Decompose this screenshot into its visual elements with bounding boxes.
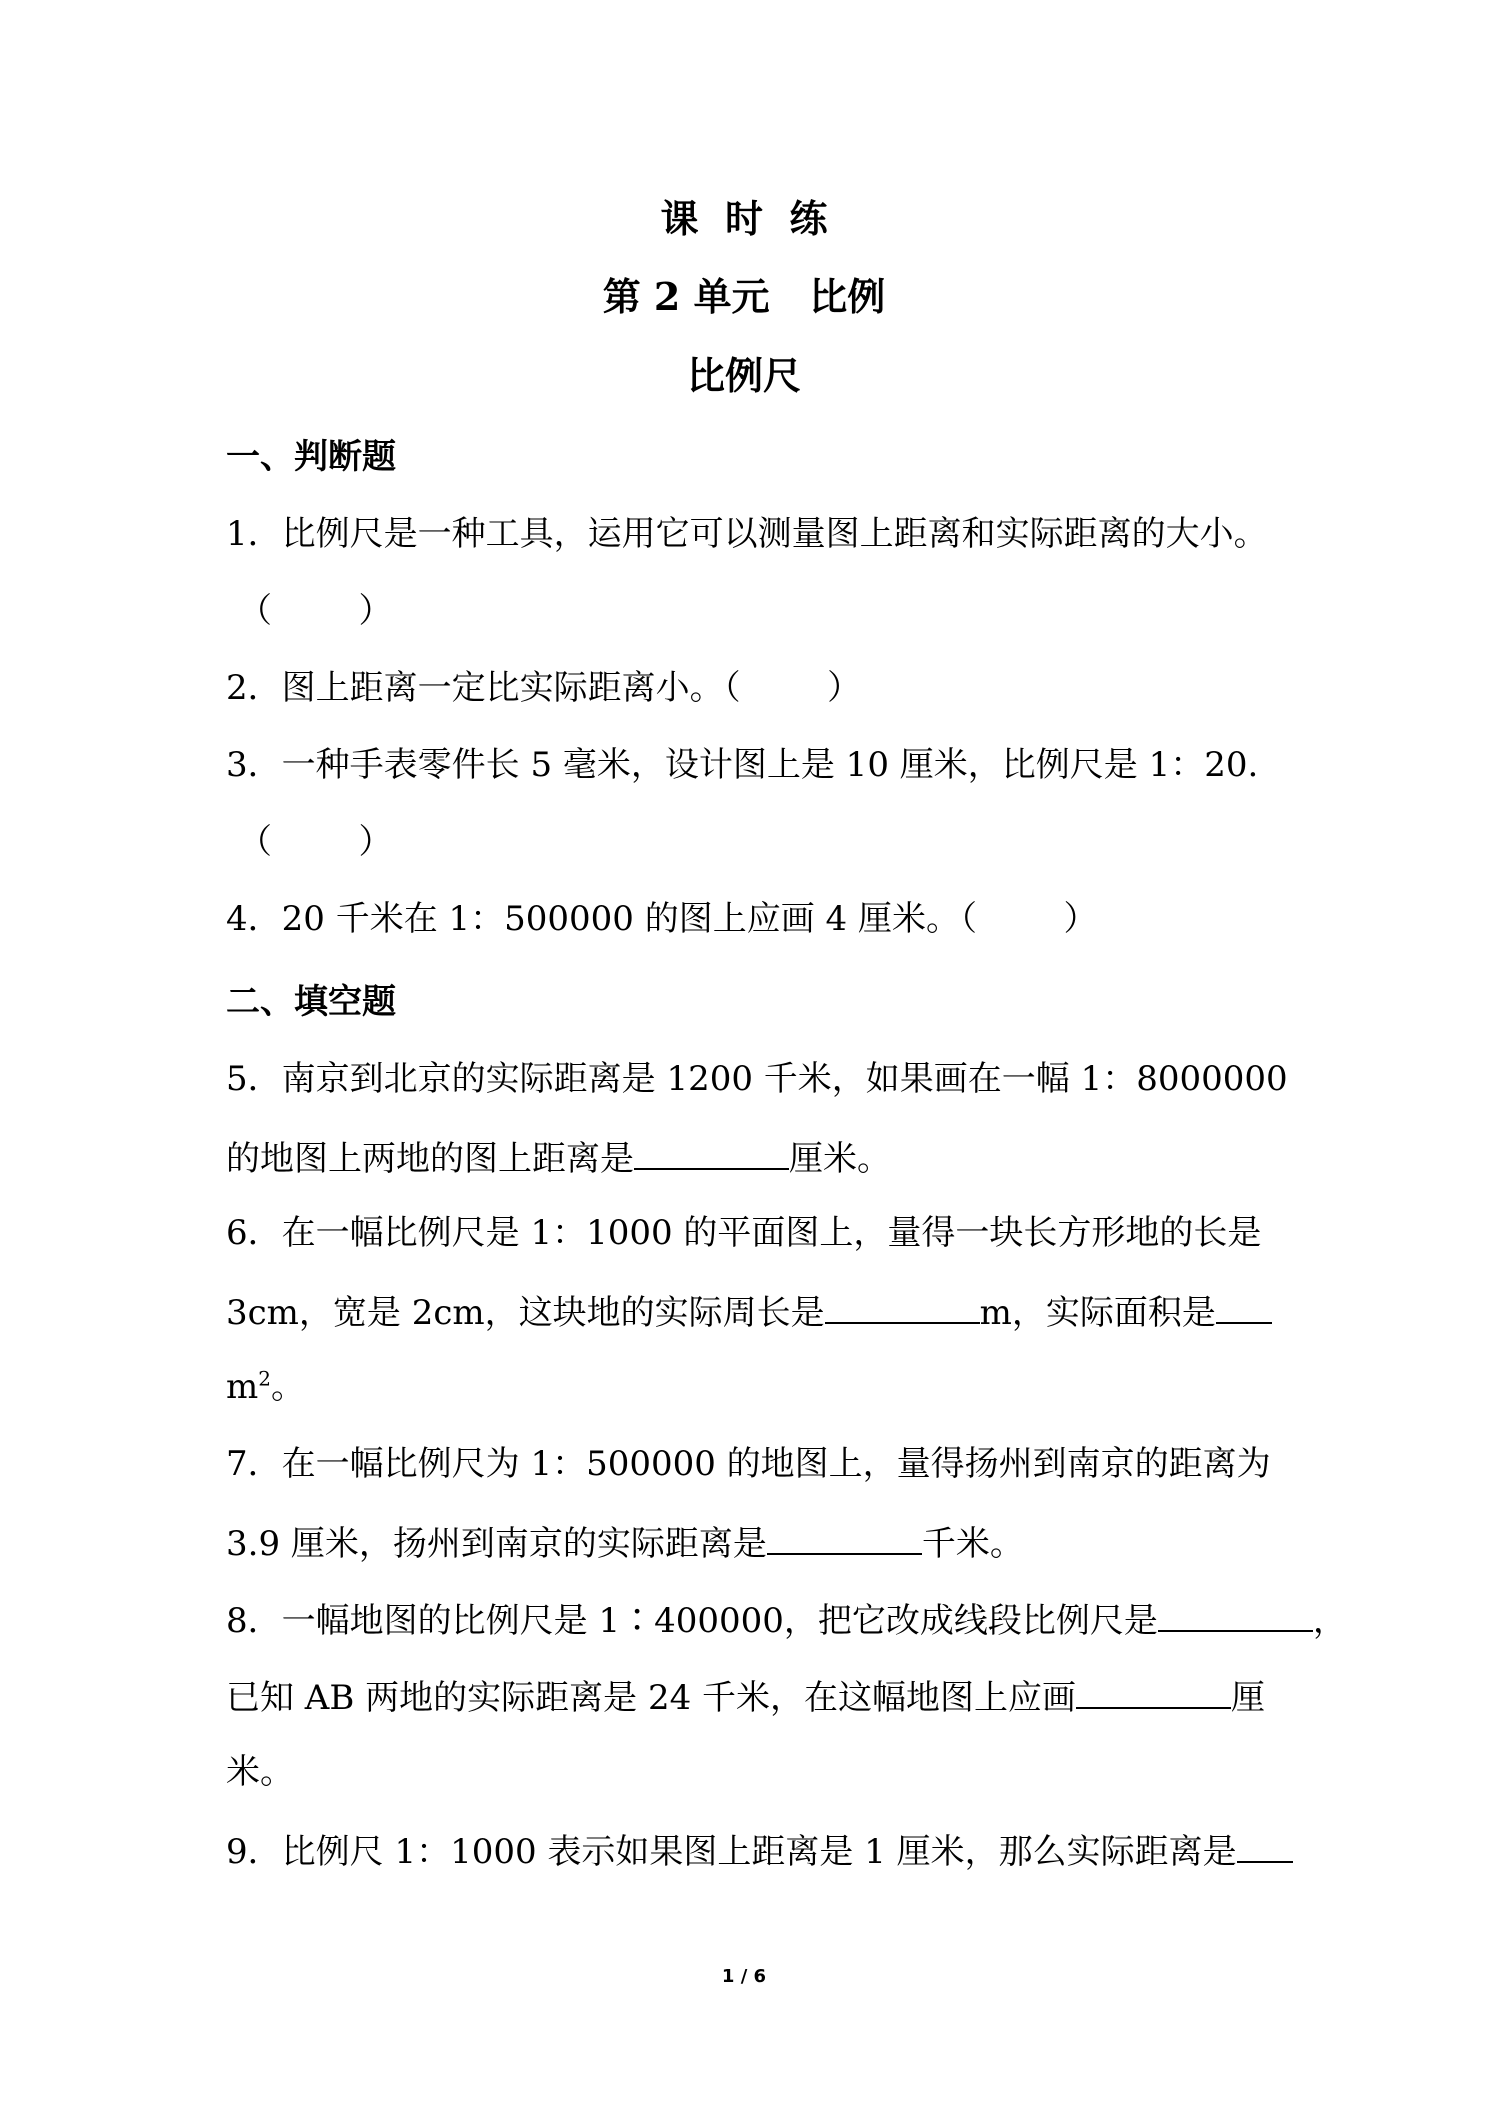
unit-title: 第 2 单元 比例: [602, 274, 886, 319]
question-6-line-3: [226, 1365, 1276, 1409]
question-6-text-a: 3cm，宽是 2cm，这块地的实际周长是: [226, 1293, 825, 1333]
answer-blank[interactable]: [634, 1134, 789, 1170]
question-8-text-c: 已知 AB 两地的实际距离是 24 千米，在这幅地图上应画: [226, 1678, 1077, 1718]
question-7-line-1: 7．在一幅比例尺为 1：500000 的地图上，量得扬州到南京的距离为: [226, 1444, 1271, 1484]
question-4: [226, 897, 1276, 941]
question-7-text-a: 3.9 厘米，扬州到南京的实际距离是: [226, 1524, 767, 1564]
question-1-text: 1．比例尺是一种工具，运用它可以测量图上距离和实际距离的大小。: [226, 514, 1268, 554]
unit-exponent: 2: [258, 1366, 271, 1391]
question-2: [226, 666, 1276, 710]
answer-blank[interactable]: [1216, 1288, 1272, 1324]
question-5-text-a: 的地图上两地的图上距离是: [226, 1139, 634, 1179]
question-8-text-b: ，: [1312, 1601, 1347, 1641]
question-6-line-2: [226, 1288, 1276, 1335]
question-1-answer-paren[interactable]: （ ）: [238, 591, 393, 631]
question-6-line-1: 6．在一幅比例尺是 1：1000 的平面图上，量得一块长方形地的长是: [226, 1213, 1262, 1253]
question-6-text-b: m，实际面积是: [979, 1293, 1216, 1333]
doc-title: 课 时 练: [660, 196, 828, 241]
section-heading-fill-blank: 二、填空题: [226, 982, 396, 1022]
question-8-line-3: 米。: [226, 1752, 294, 1792]
question-3-text: 3．一种手表零件长 5 毫米，设计图上是 10 厘米，比例尺是 1：20.: [226, 745, 1259, 785]
question-1: [226, 512, 1276, 556]
question-8-text-d: 厘: [1231, 1678, 1266, 1718]
section-heading-true-false: 一、判断题: [226, 437, 396, 477]
question-5-text-b: 厘米。: [789, 1139, 891, 1179]
answer-blank[interactable]: [825, 1288, 980, 1324]
question-3-answer-paren[interactable]: （ ）: [238, 822, 393, 862]
question-3: [226, 743, 1276, 787]
question-6-text-c: 。: [270, 1367, 305, 1407]
question-2-text: 2．图上距离一定比实际距离小。: [226, 668, 724, 708]
page-number: 1 / 6: [721, 1966, 767, 1987]
question-2-answer-paren[interactable]: （ ）: [723, 668, 862, 708]
question-9-line-1: [226, 1827, 1276, 1874]
question-4-text: 4．20 千米在 1：500000 的图上应画 4 厘米。: [226, 899, 960, 939]
question-8-line-1: [226, 1596, 1347, 1643]
question-4-answer-paren[interactable]: （ ）: [960, 899, 1098, 939]
question-8-text-a: 8．一幅地图的比例尺是 1∶400000，把它改成线段比例尺是: [226, 1601, 1158, 1641]
answer-blank[interactable]: [1237, 1827, 1293, 1863]
question-7-text-b: 千米。: [921, 1524, 1024, 1564]
lesson-title: 比例尺: [686, 353, 801, 398]
question-8-line-2: [226, 1673, 1276, 1720]
answer-blank[interactable]: [1076, 1673, 1231, 1709]
question-5-line-1: 5．南京到北京的实际距离是 1200 千米，如果画在一幅 1：8000000: [226, 1059, 1288, 1099]
answer-blank[interactable]: [1158, 1596, 1313, 1632]
unit-m: m: [226, 1367, 259, 1407]
question-7-line-2: [226, 1519, 1276, 1566]
question-9-text: 9．比例尺 1：1000 表示如果图上距离是 1 厘米，那么实际距离是: [226, 1832, 1237, 1872]
question-5-line-2: [226, 1134, 1276, 1181]
answer-blank[interactable]: [767, 1519, 922, 1555]
